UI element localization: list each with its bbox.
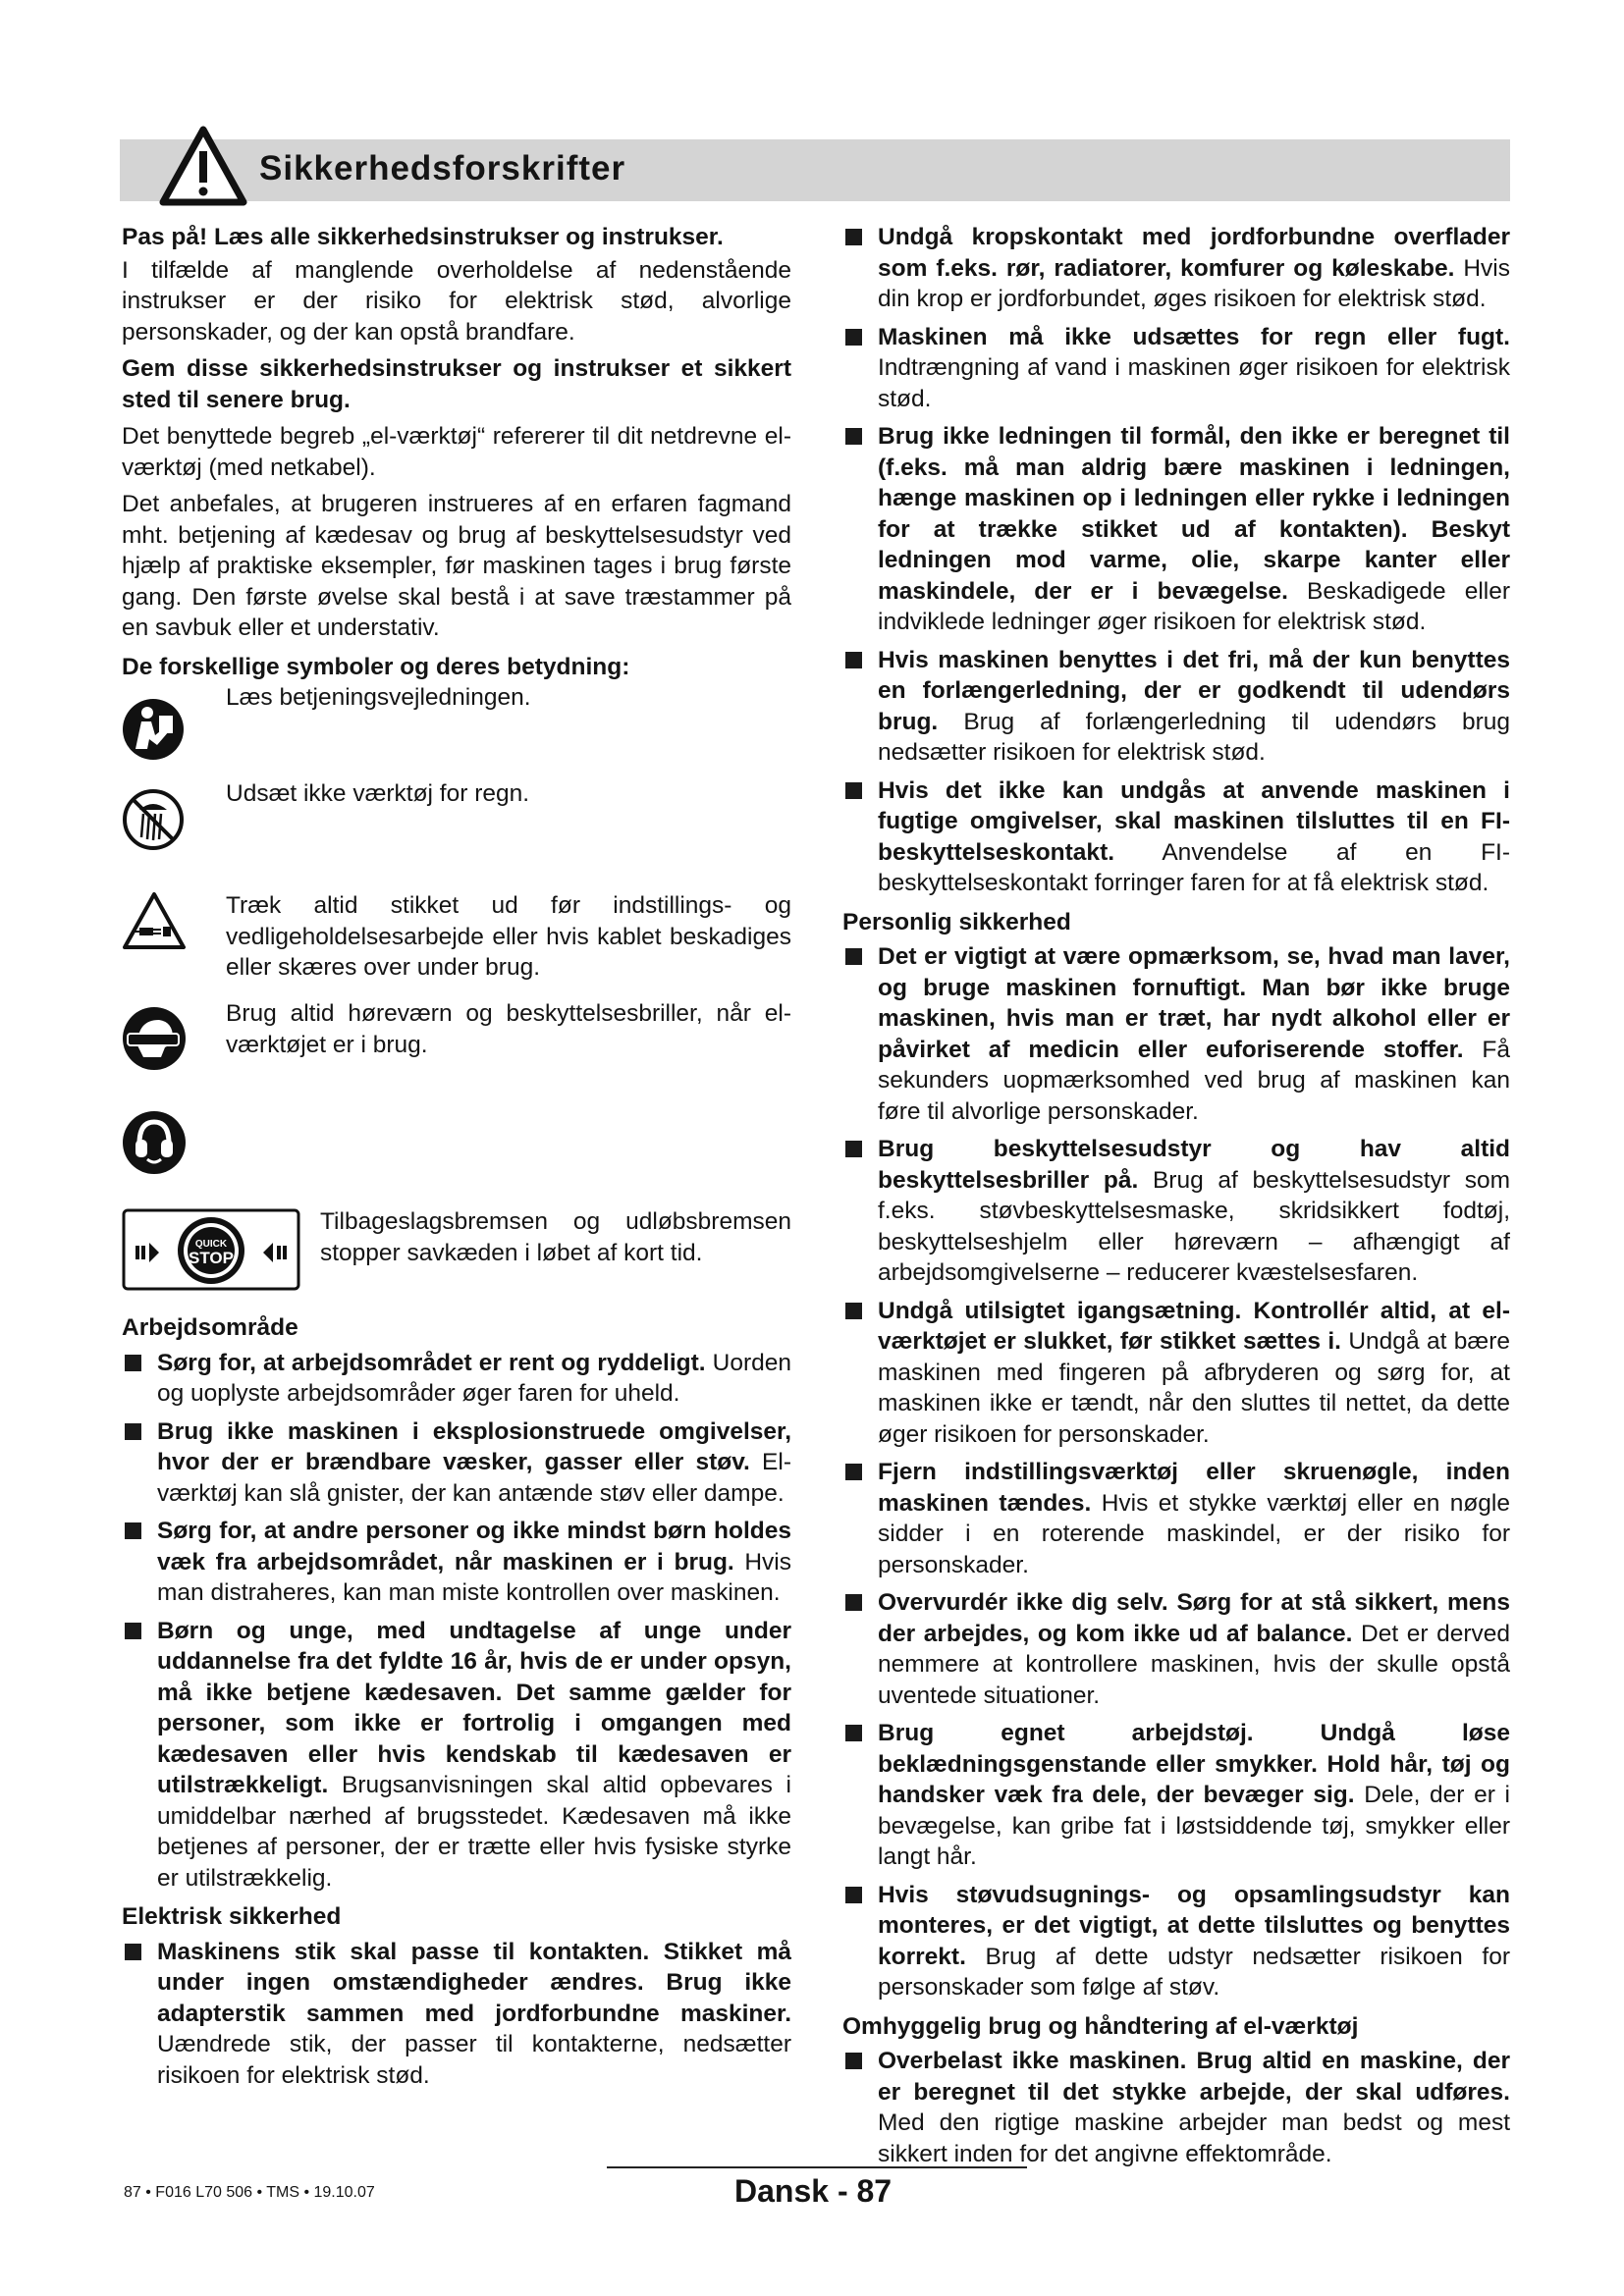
list-item: Overbelast ikke maskinen. Brug altid en maskine, der er beregnet til det stykke arbejde, der skal udføres. Med den rigtige maskine arbejder man bedst og mest sikkert inden for det angivne effektområde. <box>842 2046 1510 2169</box>
quick-label: QUICK <box>194 1239 228 1250</box>
read-manual-icon <box>122 698 185 761</box>
list-item: Undgå kropskontakt med jordforbundne overflader som f.eks. rør, radiatorer, komfurer og køleskabe. Hvis din krop er jordforbundet, øges risikoen for elektrisk stød. <box>842 222 1510 315</box>
symbol-row <box>122 1000 791 1112</box>
ear-protection-icon <box>122 1110 187 1175</box>
symbol-row <box>122 877 791 1004</box>
list-item: Overvurdér ikke dig selv. Sørg for at stå sikkert, mens der arbejdes, og kom ikke ud af balance. Det er derved nemmere at kontrollere maskinen, hvis der skulle opstå uventede situationer. <box>842 1587 1510 1711</box>
footer-divider <box>607 2166 1027 2168</box>
personal-heading: Personlig sikkerhed <box>842 908 1071 935</box>
stop-label: STOP <box>189 1249 234 1267</box>
warning-triangle-icon <box>159 126 247 206</box>
list-item: Fjern indstillingsværktøj eller skruenøgle, inden maskinen tændes. Hvis et stykke værktøj eller en nøgle sidder i en roterende maskindel, er der risiko for personskader. <box>842 1457 1510 1580</box>
symbol-text: Træk altid stikket ud før indstillings- og vedligeholdelsesarbejde eller hvis kablet beskadiges eller skæres over under brug. <box>226 892 791 981</box>
symbol-text: Tilbageslagsbremsen og udløbsbremsen stopper savkæden i løbet af kort tid. <box>320 1208 791 1266</box>
list-item: Brug beskyttelsesudstyr og hav altid beskyttelsesbriller på. Brug af beskyttelsesudstyr som f.eks. støvbeskyttelsesmaske, skridsikkert fodtøj, beskyttelseshjelm eller høreværn – afhængigt af arbejdsomgivelserne – reducerer kvæstelsesfaren. <box>842 1134 1510 1289</box>
symbol-row <box>122 780 791 877</box>
left-column <box>122 222 791 2098</box>
term-text: Det benyttede begreb „el-værktøj“ refererer til dit netdrevne el-værktøj (med netkabel). <box>122 423 791 481</box>
careful-heading: Omhyggelig brug og håndtering af el-værktøj <box>842 2012 1359 2040</box>
list-item: Brug ikke maskinen i eksplosionstruede omgivelser, hvor der er brændbare væsker, gasser eller støv. El-værktøj kan slå gnister, der kan antænde støv eller dampe. <box>122 1416 791 1510</box>
list-item: Sørg for, at arbejdsområdet er rent og ryddeligt. Uorden og uoplyste arbejdsområder øger faren for uheld. <box>122 1348 791 1410</box>
work-area-heading: Arbejdsområde <box>122 1314 298 1341</box>
list-item: Brug egnet arbejdstøj. Undgå løse beklædningsgenstande eller smykker. Hold hår, tøj og handsker væk fra dele, der bevæger sig. Dele, der er i bevægelse, kan gribe fat i løstsiddende tøj, smykker eller langt hår. <box>842 1718 1510 1873</box>
advice-text: Det anbefales, at brugeren instrueres af en erfaren fagmand mht. betjening af kædesav og brug af beskyttelsesudstyr ved hjælp af praktiske eksempler, før maskinen tages i brug første gang. Den første øvelse skal bestå i at save træstammer på en savbuk eller et understativ. <box>122 491 791 641</box>
list-item: Hvis det ikke kan undgås at anvende maskinen i fugtige omgivelser, skal maskinen tilsluttes til en FI-beskyttelseskontakt. Anvendelse af en FI-beskyttelseskontakt forringer faren for at få elektrisk stød. <box>842 775 1510 899</box>
symbol-row <box>122 1201 791 1299</box>
list-item: Hvis maskinen benyttes i det fri, må der kun benyttes en forlængerledning, der er godkendt til udendørs brug. Brug af forlængerledning til udendørs brug nedsætter risikoen for elektrisk stød. <box>842 645 1510 769</box>
right-column <box>842 222 1510 2176</box>
list-item: Børn og unge, med undtagelse af unge under uddannelse fra det fyldte 16 år, hvis de er under opsyn, må ikke betjene kædesaven. Det samme gælder for personer, som ikke er fortrolig i omgangen med kædesaven eller hvis kendskab til kædesaven er utilstrækkeligt. Brugsanvisningen skal altid opbevares i umiddelbar nærhed af brugsstedet. Kædesaven må ikke betjenes af personer, der er trætte eller hvis fysiske styrke er utilstrækkelig. <box>122 1616 791 1895</box>
symbol-text: Brug altid høreværn og beskyttelsesbriller, når el-værktøjet er i brug. <box>226 1000 791 1058</box>
unplug-warning-icon <box>122 890 187 951</box>
list-item: Maskinens stik skal passe til kontakten. Stikket må under ingen omstændigheder ændres. Brug ikke adapterstik sammen med jordforbundne maskiner. Uændrede stik, der passer til kontakterne, nedsætter risikoen for elektrisk stød. <box>122 1937 791 2092</box>
intro-text: I tilfælde af manglende overholdelse af nedenstående instrukser er der risiko for elektrisk stød, alvorlige personskader, og der kan opstå brandfare. <box>122 256 791 346</box>
symbol-row <box>122 686 791 780</box>
quick-stop-icon <box>122 1208 300 1291</box>
goggles-icon <box>122 1006 187 1071</box>
page-title: Sikkerhedsforskrifter <box>259 149 626 187</box>
list-item: Brug ikke ledningen til formål, den ikke er beregnet til (f.eks. må man aldrig bære maskinen i ledningen, hænge maskinen op i ledningen eller rykke i ledningen for at trække stikket ud af kontakten). Beskyt ledningen mod varme, olie, skarpe kanter eller maskindele, der er i bevægelse. Beskadigede eller indviklede ledninger øger risikoen for elektrisk stød. <box>842 421 1510 638</box>
list-item: Maskinen må ikke udsættes for regn eller fugt. Indtrængning af vand i maskinen øger risikoen for elektrisk stød. <box>842 322 1510 415</box>
footer-doc-code: 87 • F016 L70 506 • TMS • 19.10.07 <box>124 2184 375 2201</box>
list-item: Det er vigtigt at være opmærksom, se, hvad man laver, og bruge maskinen fornuftigt. Man bør ikke bruge maskinen, hvis man er træt, har nydt alkohol eller er påvirket af medicin eller euforiserende stoffer. Få sekunders uopmærksomhed ved brug af maskinen kan føre til alvorlige personskader. <box>842 941 1510 1127</box>
keep-instructions: Gem disse sikkerhedsinstrukser og instrukser et sikkert sted til senere brug. <box>122 355 791 413</box>
list-item: Undgå utilsigtet igangsætning. Kontrollér altid, at el-værktøjet er slukket, før stikket sættes i. Undgå at bære maskinen med fingeren på afbryderen og sørg for, at maskinen ikke er tændt, når den sluttes til nettet, da dette øger risikoen for personskader. <box>842 1296 1510 1451</box>
symbol-row <box>122 1112 791 1201</box>
intro-heading: Pas på! Læs alle sikkerhedsinstrukser og instrukser. <box>122 224 724 250</box>
symbols-heading: De forskellige symboler og deres betydning: <box>122 653 630 680</box>
electric-heading: Elektrisk sikkerhed <box>122 1903 342 1930</box>
no-rain-icon <box>122 788 185 851</box>
section-header <box>120 139 1510 201</box>
list-item: Hvis støvudsugnings- og opsamlingsudstyr kan monteres, er det vigtigt, at dette tilsluttes og benyttes korrekt. Brug af dette udstyr nedsætter risikoen for personskader som følge af støv. <box>842 1880 1510 2003</box>
symbol-text: Læs betjeningsvejledningen. <box>226 684 531 711</box>
list-item: Sørg for, at andre personer og ikke mindst børn holdes væk fra arbejdsområdet, når maskinen er i brug. Hvis man distraheres, kan man miste kontrollen over maskinen. <box>122 1516 791 1609</box>
page-number: Dansk - 87 <box>734 2173 893 2209</box>
symbol-text: Udsæt ikke værktøj for regn. <box>226 780 530 807</box>
